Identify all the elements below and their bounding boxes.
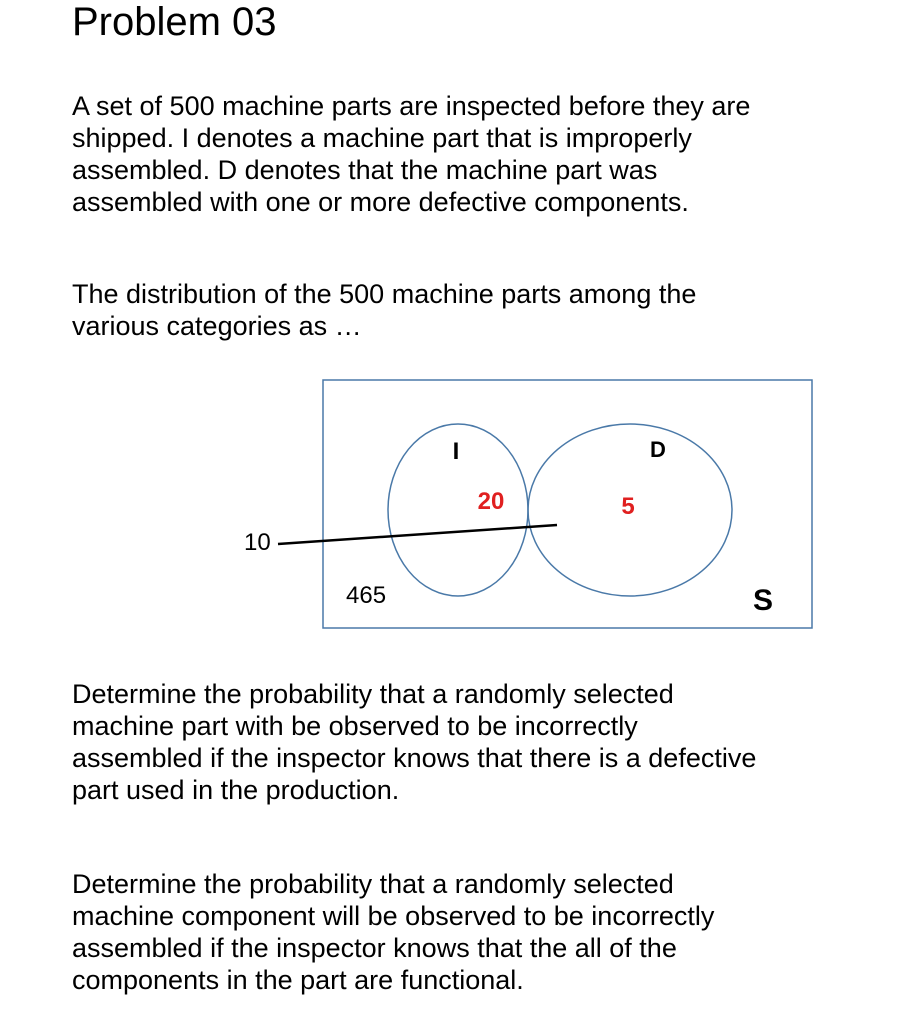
set-i-label: I — [452, 438, 460, 465]
text-line: Determine the probability that a randomly selected — [72, 679, 674, 709]
universe-box — [323, 380, 812, 628]
distribution-text — [72, 278, 872, 342]
intersection-value: 10 — [244, 529, 271, 556]
text-line: machine part with be observed to be incorrectly — [72, 711, 638, 741]
text-line: shipped. I denotes a machine part that is improperly — [72, 123, 692, 153]
text-line: A set of 500 machine parts are inspected before they are — [72, 91, 751, 121]
question-two — [72, 868, 872, 996]
d-only-value: 5 — [621, 493, 635, 520]
text-line: part used in the production. — [72, 775, 400, 805]
problem-statement — [72, 90, 872, 218]
text-line: assembled with one or more defective components. — [72, 187, 689, 217]
text-line: Determine the probability that a randomly selected — [72, 869, 674, 899]
set-d-label: D — [650, 437, 666, 462]
intersection-pointer-line — [278, 525, 557, 544]
text-line: assembled if the inspector knows that there is a defective — [72, 743, 757, 773]
text-line: machine component will be observed to be incorrectly — [72, 901, 715, 931]
universe-label: S — [752, 584, 774, 617]
question-one — [72, 678, 872, 806]
text-line: assembled. D denotes that the machine part was — [72, 155, 658, 185]
venn-diagram — [230, 375, 830, 637]
text-line: The distribution of the 500 machine parts among the — [72, 279, 697, 309]
text-line: assembled if the inspector knows that the all of the — [72, 933, 677, 963]
page-title: Problem 03 — [72, 0, 277, 44]
outside-value: 465 — [346, 582, 387, 609]
text-line: components in the part are functional. — [72, 965, 524, 995]
text-line: various categories as … — [72, 311, 362, 341]
i-only-value: 20 — [477, 488, 505, 515]
